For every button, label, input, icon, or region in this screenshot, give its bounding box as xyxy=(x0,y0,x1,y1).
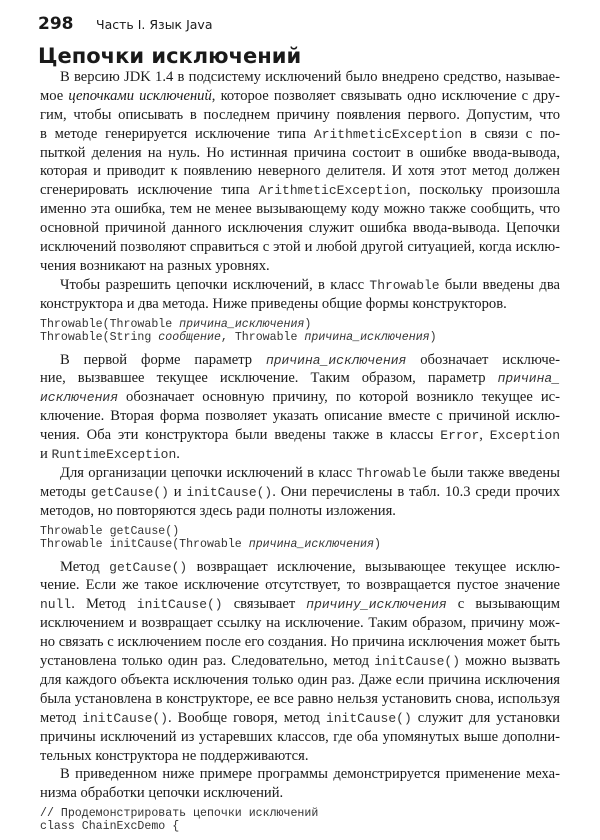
code-line xyxy=(40,807,560,820)
text-run: В первой форме параметр xyxy=(60,351,266,368)
text-run: ) xyxy=(304,317,312,331)
text-line xyxy=(40,614,560,633)
text-run: тельных конструктора не поддерживаются. xyxy=(40,747,309,764)
text-run: и xyxy=(168,483,187,500)
text-line xyxy=(40,595,560,614)
text-run: . Вообще говоря, метод xyxy=(168,709,326,726)
text-line xyxy=(40,369,560,388)
text-line xyxy=(40,388,560,407)
inline-code: initCause() xyxy=(136,597,223,613)
text-line xyxy=(40,276,560,295)
inline-code: RuntimeException xyxy=(51,447,177,463)
text-run: Метод xyxy=(60,558,110,575)
text-run: Throwable getCause() xyxy=(40,524,180,538)
code-listing xyxy=(40,525,560,551)
text-run: возвращает исключение, вызывающее текущее исклю- xyxy=(187,558,560,575)
text-line xyxy=(40,652,560,671)
code-placeholder: причина_исключения xyxy=(304,330,430,344)
text-run: пыткой деления на нуль. Но истинная причина состоит в ошибке ввода-вывода, xyxy=(40,144,560,161)
text-run: можно вызвать xyxy=(460,653,560,670)
text-line xyxy=(40,709,560,728)
text-line xyxy=(40,502,560,521)
text-line xyxy=(40,558,560,577)
page-body xyxy=(40,68,560,840)
text-run: В версию JDK 1.4 в подсистему исключений было внедрено средство, называе- xyxy=(60,69,560,85)
text-line xyxy=(40,125,560,144)
code-placeholder: причина_ xyxy=(497,371,560,387)
code-listing xyxy=(40,318,560,344)
part-title: Часть I. Язык Java xyxy=(96,17,213,32)
text-run: ) xyxy=(373,537,381,551)
text-run: методов, но повторяются здесь ради полноты изложения. xyxy=(40,502,396,519)
text-run: в связи с по- xyxy=(462,125,560,142)
inline-code: Error xyxy=(440,428,480,444)
text-line xyxy=(40,295,560,314)
code-placeholder: сообщение xyxy=(158,330,221,344)
text-run: ключение. Вторая форма позволяет указать описание вместе с причиной исклю- xyxy=(40,408,560,425)
inline-code: Throwable xyxy=(369,277,440,293)
text-line xyxy=(40,765,560,784)
inline-code: ArithmeticException xyxy=(313,126,463,142)
text-line xyxy=(40,181,560,200)
paragraph xyxy=(40,68,560,276)
text-line xyxy=(40,690,560,709)
text-line xyxy=(40,87,560,106)
text-line xyxy=(40,445,560,464)
code-placeholder: причина_исключения xyxy=(179,317,305,331)
text-run: и xyxy=(40,446,52,463)
text-run: исключений позволяют справиться с этой и любой другой ситуацией, когда исклю- xyxy=(40,239,560,256)
text-run: именно эта ошибка, тем не менее вызывающему коду можно также сообщить, что xyxy=(40,201,560,218)
paragraph xyxy=(40,276,560,314)
text-run: Throwable(String xyxy=(40,330,159,344)
emphasis: цепочками исключений xyxy=(68,87,212,104)
text-line xyxy=(40,483,560,502)
text-run: причины исключений из устаревших классов, где оба упомянутых выше дополни- xyxy=(40,728,560,745)
text-run: методы xyxy=(40,483,91,500)
paragraph xyxy=(40,464,560,521)
code-line xyxy=(40,525,560,538)
text-line xyxy=(40,747,560,766)
inline-code: Throwable xyxy=(356,465,427,481)
text-run: . Они перечислены в табл. 10.3 среди прочих xyxy=(272,483,560,500)
text-run: , поскольку произошла xyxy=(406,182,560,199)
text-line xyxy=(40,219,560,238)
code-placeholder: исключения xyxy=(40,390,119,406)
text-run: чения возникают на разных уровнях. xyxy=(40,257,270,274)
text-run: . xyxy=(176,446,180,463)
text-line xyxy=(40,426,560,445)
text-line xyxy=(40,238,560,257)
text-line xyxy=(40,407,560,426)
code-line xyxy=(40,331,560,344)
section-heading: Цепочки исключений xyxy=(38,44,302,68)
text-line xyxy=(40,162,560,181)
text-run: , Throwable xyxy=(220,330,305,344)
text-line xyxy=(40,257,560,276)
paragraph xyxy=(40,351,560,464)
text-run: обозначает исключе- xyxy=(406,351,560,368)
code-listing xyxy=(40,807,560,833)
text-line xyxy=(40,671,560,690)
text-line xyxy=(40,784,560,803)
text-run: ние, вызвавшее текущее исключение. Таким образом, параметр xyxy=(40,370,498,387)
code-line xyxy=(40,318,560,331)
text-line xyxy=(40,728,560,747)
text-run: для каждого объекта исключения только один раз. Даже если причина исключения xyxy=(40,671,560,688)
text-line xyxy=(40,144,560,163)
text-run: // Продемонстрировать цепочки исключений xyxy=(40,807,319,821)
text-run: были также введены xyxy=(426,464,560,481)
text-run: обозначает основную причину, по которой возникло текущее ис- xyxy=(118,389,560,406)
paragraph xyxy=(40,765,560,803)
text-run: Чтобы разрешить цепочки исключений, в класс xyxy=(60,276,370,293)
text-run: . Метод xyxy=(71,596,137,613)
text-run: но связать с исключением после его создания. Но причина исключения может быть xyxy=(40,634,560,651)
text-line xyxy=(40,200,560,219)
text-run: низма обработки цепочки исключений. xyxy=(40,785,284,802)
inline-code: initCause() xyxy=(82,710,169,726)
text-run: чения. Оба эти конструктора были введены также в классы xyxy=(40,427,441,444)
text-run: основной причиной данного исключения служит ошибка ввода-вывода. Цепочки xyxy=(40,220,560,237)
inline-code: null xyxy=(40,597,72,613)
text-run: Для организации цепочки исключений в класс xyxy=(60,464,357,481)
text-run: чение. Если же такое исключение отсутствует, то возвращается пустое значение xyxy=(40,577,560,594)
text-run: В приведенном ниже примере программы демонстрируется применение меха- xyxy=(60,766,560,783)
text-line xyxy=(40,464,560,483)
text-run: сгенерировать исключение типа xyxy=(40,182,259,199)
inline-code: initCause() xyxy=(374,654,461,670)
text-run: которая и приводит к появлению неверного делителя. И хотя этот метод должен xyxy=(40,163,560,180)
text-line xyxy=(40,351,560,370)
text-run: конструктора и два метода. Ниже приведены общие формы конструкторов. xyxy=(40,295,507,312)
text-line xyxy=(40,68,560,87)
inline-code: initCause() xyxy=(186,484,273,500)
text-run: , xyxy=(479,427,490,444)
code-placeholder: причина_исключения xyxy=(265,352,407,368)
page-number: 298 xyxy=(38,14,74,34)
text-line xyxy=(40,633,560,652)
text-run: Throwable initCause(Throwable xyxy=(40,537,249,551)
text-run: метод xyxy=(40,709,83,726)
text-run: мое xyxy=(40,87,69,104)
inline-code: Exception xyxy=(489,428,561,444)
text-run: связывает xyxy=(222,596,307,613)
text-run: с вызывающим xyxy=(446,596,560,613)
code-line xyxy=(40,538,560,551)
inline-code: ArithmeticException xyxy=(258,183,407,199)
text-run: class ChainExcDemo { xyxy=(40,820,180,834)
inline-code: getCause() xyxy=(90,484,169,500)
inline-code: getCause() xyxy=(109,559,188,575)
code-placeholder: причину_исключения xyxy=(306,597,447,613)
running-header xyxy=(38,14,213,34)
text-run: , которое позволяет связывать одно исключение с дру- xyxy=(211,87,560,104)
text-run: установлена только один раз. Следовательно, метод xyxy=(40,653,375,670)
text-run: были введены два xyxy=(439,276,560,293)
text-run: в методе генерируется исключение типа xyxy=(40,125,314,142)
text-run: Throwable(Throwable xyxy=(40,317,180,331)
text-line xyxy=(40,106,560,125)
text-run: исключением и возвращает ссылку на исключение. Таким образом, причину мож- xyxy=(40,615,560,632)
code-placeholder: причина_исключения xyxy=(248,537,374,551)
text-run: гим, чтобы описывать в последнем причину появления первого. Допустим, что xyxy=(40,106,560,123)
inline-code: initCause() xyxy=(325,710,412,726)
paragraph xyxy=(40,558,560,766)
text-run: ) xyxy=(429,330,437,344)
text-run: была установлена в конструкторе, ее все равно нельзя установить снова, используя xyxy=(40,690,560,707)
text-line xyxy=(40,576,560,595)
text-run: служит для установки xyxy=(411,709,560,726)
